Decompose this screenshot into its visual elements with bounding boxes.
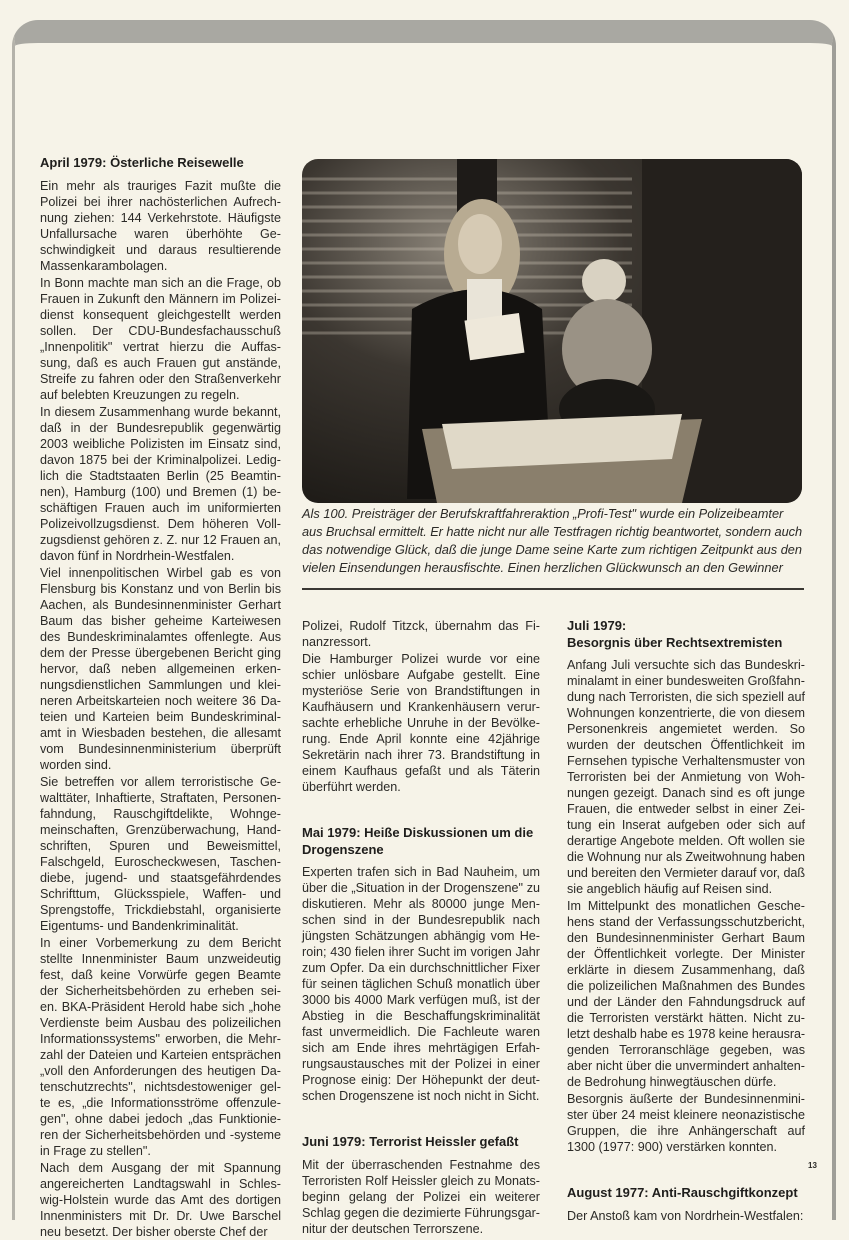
caption-line: vielen Einsendungen herausfischte. Einen herzlichen Glückwunsch an den Gewinner bbox=[302, 560, 783, 575]
text-line: Informationssystems" erworben, die Mehr- bbox=[40, 1031, 281, 1046]
text-line: einem Kaufhaus gefaßt und als Täterin bbox=[302, 764, 540, 778]
text-line: minalamt in einer bundesweiten Großfahn- bbox=[567, 674, 805, 688]
text-line: nitur der deutschen Terrorszene. bbox=[302, 1221, 484, 1236]
text-line: schen sind in der Bundesrepublik nach bbox=[302, 913, 540, 927]
text-line: Kaufhäusern und Krankenhäusern verur- bbox=[302, 700, 540, 714]
text-line: nen), Hamburg (100) und Bremen (1) be- bbox=[40, 484, 281, 499]
text-line: meinschaften, Grenzüberwachung, Hand- bbox=[40, 822, 281, 837]
text-line: davon 1875 bei der Kriminalpolizei. Ledig- bbox=[40, 452, 281, 467]
text-line: Aachen, als Bundesinnenminister Gerhart bbox=[40, 597, 281, 612]
text-line: sich am Ende ihres mehrtägigen Erfah- bbox=[302, 1041, 540, 1055]
text-line: diebe, jugend- und staatsgefährdendes bbox=[40, 870, 281, 885]
text-line: zugsdienst gehören z. Z. nur 12 Frauen an, bbox=[40, 532, 281, 547]
text-line: davon fünf in Nordrhein-Westfalen. bbox=[40, 548, 235, 563]
text-line: mysteriöse Serie von Brandstiftungen in bbox=[302, 684, 540, 698]
text-line: und der Länder den Fahndungsdruck auf bbox=[567, 995, 805, 1009]
text-line: schäftigen Frauen auch im uniformierten bbox=[40, 500, 281, 515]
paragraph bbox=[567, 1208, 805, 1224]
paragraph bbox=[40, 774, 281, 934]
text-line: In einer Vorbemerkung zu dem Bericht bbox=[40, 935, 281, 950]
caption-line: das notwendige Glück, daß die junge Dame seine Karte zum richtigen Zeitpunkt aus den bbox=[302, 542, 802, 557]
text-line: walttäter, Inhaftierte, Straftaten, Personen- bbox=[40, 790, 281, 805]
text-line: Flensburg bis Konstanz und von Berlin bis bbox=[40, 581, 281, 596]
text-line: diskutieren. Mehr als 80000 junge Men- bbox=[302, 897, 540, 911]
text-line: fahndung, Rauschgiftdelikte, Wohnge- bbox=[40, 806, 281, 821]
text-line: Personenkreis angemietet werden. So bbox=[567, 722, 805, 736]
text-line: Polizei bei ihrer nachösterlichen Aufrech- bbox=[40, 194, 281, 209]
right-column bbox=[567, 618, 805, 1224]
text-line: zum Opfer. Da ein durchschnittlicher Fixer bbox=[302, 961, 540, 975]
text-line: Mit der überraschenden Festnahme des bbox=[302, 1157, 540, 1172]
text-line: jüngsten Schätzungen abhängig vom He- bbox=[302, 929, 540, 943]
text-line: Sie betreffen vor allem terroristische Ge- bbox=[40, 774, 281, 789]
text-line: dung nach Terroristen, die sich speziell auf bbox=[567, 690, 805, 704]
text-line: Frauen in Zukunft den Männern im Polizei- bbox=[40, 291, 281, 306]
text-line: über die „Situation in der Drogenszene" zu bbox=[302, 881, 540, 895]
text-line: dienst konsequent gleichgestellt werden bbox=[40, 307, 281, 322]
text-line: die Wohnung nur als Zweitwohnung haben bbox=[567, 850, 805, 864]
text-line: wurden der deutschen Öffentlichkeit im bbox=[567, 738, 805, 752]
text-line: nungen gezeigt. Danach sind es oft junge bbox=[567, 786, 805, 800]
text-line: lich die Stadtstaaten Berlin (25 Beamtin- bbox=[40, 468, 281, 483]
text-line: schriften, Spuren und Beweismittel, bbox=[40, 838, 281, 853]
text-line: Experten trafen sich in Bad Nauheim, um bbox=[302, 865, 540, 879]
paragraph bbox=[567, 1091, 805, 1155]
text-line: Falschgeld, Euroscheckwesen, Taschen- bbox=[40, 854, 281, 869]
paragraph bbox=[40, 935, 281, 1159]
text-line: die Terroristen verstärkt hätten. Nicht zu- bbox=[567, 1011, 805, 1025]
text-line: amt in Wiesbaden bestehen, die allesamt bbox=[40, 725, 281, 740]
text-line: schwindigkeit und daraus resultierende bbox=[40, 242, 281, 257]
paragraph bbox=[302, 651, 540, 795]
text-line: Der Anstoß kam von Nordrhein-Westfalen: bbox=[567, 1208, 804, 1223]
text-line: tenschutzrechts", nichtsdestoweniger gel- bbox=[40, 1079, 281, 1094]
text-line: nanzressort. bbox=[302, 635, 372, 649]
heading-line: Drogenszene bbox=[302, 841, 384, 857]
paragraph bbox=[567, 898, 805, 1090]
heading-line: Juli 1979: bbox=[567, 618, 627, 633]
text-line: sachte erhebliche Unruhe in der Bevölke- bbox=[302, 716, 540, 730]
text-line: hens stand der Verfassungsschutzbericht, bbox=[567, 915, 805, 929]
text-line: ster über 24 meist kleinere neonazistische bbox=[567, 1108, 805, 1122]
text-line: in Frage zu stellen". bbox=[40, 1143, 151, 1158]
text-line: wig-Holstein wurde das Amt des dortigen bbox=[40, 1192, 281, 1207]
left-column bbox=[40, 155, 281, 1240]
text-line: „Innenpolitik" vertrat hierzu die Auffas- bbox=[40, 339, 281, 354]
text-line: Sprengstoffe, Trickdiebstahl, organisierte bbox=[40, 902, 281, 917]
text-line: In Bonn machte man sich an die Frage, ob bbox=[40, 275, 281, 290]
text-line: Streife zu fahren oder den Straßenverkehr bbox=[40, 371, 281, 386]
heading-line: April 1979: Österliche Reisewelle bbox=[40, 155, 244, 170]
text-line: sollen. Der CDU-Bundesfachausschuß bbox=[40, 323, 281, 338]
text-line: sung, daß es auch Frauen gut anstände, bbox=[40, 355, 281, 370]
text-line: Innenministers mit Dr. Dr. Uwe Barschel bbox=[40, 1208, 281, 1223]
section-heading bbox=[567, 618, 805, 651]
paragraph bbox=[40, 275, 281, 403]
paragraph bbox=[302, 864, 540, 1104]
text-line: teien und Karteien beim Bundeskriminal- bbox=[40, 709, 281, 724]
text-line: „voll den Anforderungen des heutigen Da- bbox=[40, 1063, 281, 1078]
text-line: der Sicherheitsbehörden zu erheben sei- bbox=[40, 983, 281, 998]
text-line: Polizeivollzugsdienst. Dem höheren Voll- bbox=[40, 516, 281, 531]
text-line: Gruppen, die ihre Anhängerschaft auf bbox=[567, 1124, 805, 1138]
text-line: Massenkarambolagen. bbox=[40, 258, 168, 273]
text-line: dem der Presse übergebenen Bericht ging bbox=[40, 645, 281, 660]
text-line: Schrifttum, Glücksspiele, Waffen- und bbox=[40, 886, 281, 901]
text-line: überführt werden. bbox=[302, 780, 401, 794]
text-line: en. BKA-Präsident Herold habe sich „hohe bbox=[40, 999, 281, 1014]
paragraph bbox=[40, 404, 281, 564]
text-line: für seinen täglichen Schuß monatlich über bbox=[302, 977, 540, 991]
text-line: rungsaustausches mit der Polizei in einer bbox=[302, 1057, 540, 1071]
paragraph bbox=[567, 657, 805, 897]
text-line: te es, „die Informationsströme offenzule- bbox=[40, 1095, 281, 1110]
text-line: Terroristen bei der Anmietung von Woh- bbox=[567, 770, 805, 784]
text-line: nung ziehen: 144 Verkehrstote. Häufigste bbox=[40, 210, 281, 225]
paragraph bbox=[40, 178, 281, 274]
text-line: 2003 weibliche Polizisten im Einsatz sind, bbox=[40, 436, 281, 451]
photo-caption bbox=[302, 505, 802, 577]
text-line: Frauen, die entweder selbst in einer Zei- bbox=[567, 802, 805, 816]
text-line: vom Bundesinnenministerium überprüft bbox=[40, 741, 281, 756]
text-line: Anfang Juli versuchte sich das Bundeskri- bbox=[567, 658, 805, 672]
text-line: fast unvermeidlich. Die Fachleute waren bbox=[302, 1025, 540, 1039]
section-heading bbox=[302, 1134, 540, 1151]
text-line: hervor, daß neben allgemeinen erken- bbox=[40, 661, 281, 676]
heading-line: Mai 1979: Heiße Diskussionen um die bbox=[302, 825, 534, 840]
text-line: erklärte in diesem Zusammenhang, daß bbox=[567, 963, 805, 977]
text-line: Ein mehr als trauriges Fazit mußte die bbox=[40, 178, 281, 193]
text-line: schier unlösbare Aufgabe gestellt. Eine bbox=[302, 668, 540, 682]
text-line: Abstieg in die Beschaffungskriminalität bbox=[302, 1009, 540, 1023]
text-line: Die Hamburger Polizei wurde vor eine bbox=[302, 652, 540, 666]
text-line: derartige Angebote melden. Oft wollen sie bbox=[567, 834, 805, 848]
text-line: auf belebten Kreuzungen zu regeln. bbox=[40, 387, 240, 402]
caption-divider bbox=[302, 588, 804, 590]
text-line: und bereiten den Vermieter darauf vor, daß bbox=[567, 866, 805, 880]
text-line: nungsdienstlichen Sammlungen und klei- bbox=[40, 677, 281, 692]
text-line: tung ein Inserat aufgeben oder sich auf bbox=[567, 818, 805, 832]
text-line: Unfallursache waren überhöhte Ge- bbox=[40, 226, 281, 241]
text-line: de Bedrohung hinwegtäuschen dürfe. bbox=[567, 1075, 777, 1089]
text-line: Schlag gegen die dezimierte Führungsgar- bbox=[302, 1205, 540, 1220]
text-line: Im Mittelpunkt des monatlichen Gesche- bbox=[567, 899, 805, 913]
text-line: zahl der Dateien und Karteien entsprächen bbox=[40, 1047, 281, 1062]
section-heading bbox=[302, 825, 540, 858]
text-line: Eigentums- und Bandenkriminalität. bbox=[40, 918, 239, 933]
middle-column bbox=[302, 618, 540, 1237]
text-line: Verdienste beim Ausbau des polizeilichen bbox=[40, 1015, 281, 1030]
text-line: den Bundesinnenminister Gerhart Baum bbox=[567, 931, 805, 945]
text-line: schen Drogenszene ist noch nicht in Sicht. bbox=[302, 1089, 540, 1103]
caption-line: aus Bruchsal ermittelt. Er hatte nicht nur alle Testfragen richtig beantwortet, sondern auch bbox=[302, 524, 802, 539]
photo bbox=[302, 159, 802, 503]
text-line: die polizeilichen Maßnahmen des Bundes bbox=[567, 979, 805, 993]
text-line: ren der Sicherheitsbehörden und -systeme bbox=[40, 1127, 281, 1142]
caption-line: Als 100. Preisträger der Berufskraftfahreraktion „Profi-Test" wurde ein Polizeibeamter bbox=[302, 506, 784, 521]
page-number: 13 bbox=[808, 1161, 817, 1170]
text-line: Nach dem Ausgang der mit Spannung bbox=[40, 1160, 281, 1175]
text-line: Prognose einig: Der Höhepunkt der deut- bbox=[302, 1073, 540, 1087]
text-line: Baum das bisher geheime Karteiwesen bbox=[40, 613, 281, 628]
text-line: angereicherten Landtagswahl in Schles- bbox=[40, 1176, 281, 1191]
text-line: 3000 bis 4000 Mark verfügen muß, ist der bbox=[302, 993, 540, 1007]
paragraph bbox=[40, 565, 281, 773]
text-line: beginn gelang der Polizei ein weiterer bbox=[302, 1189, 540, 1204]
text-line: roin; 430 fielen ihrer Sucht im vorigen Jahr bbox=[302, 945, 540, 959]
text-line: genden Terroranschläge gegeben, was bbox=[567, 1043, 805, 1057]
text-line: In diesem Zusammenhang wurde bekannt, bbox=[40, 404, 281, 419]
photo-illustration bbox=[302, 159, 802, 503]
section-heading bbox=[567, 1185, 805, 1202]
text-line: der Öffentlichkeit vorlegte. Der Minister bbox=[567, 947, 805, 961]
text-line: Terroristen Rolf Heissler gleich zu Monats- bbox=[302, 1173, 540, 1188]
heading-line: August 1977: Anti-Rauschgiftkonzept bbox=[567, 1185, 798, 1200]
text-line: aber nicht über die unvermindert anhalten- bbox=[567, 1059, 805, 1073]
text-line: daß in der Bundesrepublik gegenwärtig bbox=[40, 420, 281, 435]
text-line: neu besetzt. Der bisher oberste Chef der bbox=[40, 1224, 268, 1239]
heading-line: Juni 1979: Terrorist Heissler gefaßt bbox=[302, 1134, 519, 1149]
text-line: Besorgnis äußerte der Bundesinnenmini- bbox=[567, 1092, 805, 1106]
text-line: neren Arbeitskarteien noch weitere 36 Da- bbox=[40, 693, 281, 708]
text-line: Polizei, Rudolf Titzck, übernahm das Fi- bbox=[302, 619, 540, 633]
text-line: fest, daß keine Vorwürfe gegen Beamte bbox=[40, 967, 281, 982]
text-line: Wohnungen konzentrierte, die von diesem bbox=[567, 706, 805, 720]
text-line: Fernsehen typische Verhaltensmuster von bbox=[567, 754, 805, 768]
text-line: letzt deshalb habe es 1978 keine herausra- bbox=[567, 1027, 805, 1041]
text-line: gen", ohne dabei jedoch „das Funktionie- bbox=[40, 1111, 281, 1126]
text-line: Sekretärin nach ihrer 73. Brandstiftung in bbox=[302, 748, 540, 762]
paragraph bbox=[302, 1157, 540, 1237]
text-line: sie angeblich häufig auf Reisen sind. bbox=[567, 882, 773, 896]
section-heading bbox=[40, 155, 281, 172]
paragraph bbox=[302, 618, 540, 650]
text-line: 1300 (1977: 900) verstärken konnten. bbox=[567, 1140, 778, 1154]
heading-line: Besorgnis über Rechtsextremisten bbox=[567, 634, 783, 650]
text-line: des Bundeskriminalamtes offenlegte. Aus bbox=[40, 629, 281, 644]
text-line: stellte Innenminister Baum unzweideutig bbox=[40, 951, 281, 966]
text-line: Viel innenpolitischen Wirbel gab es von bbox=[40, 565, 281, 580]
text-line: worden sind. bbox=[40, 757, 112, 772]
text-line: rung. Ende April konnte eine 42jährige bbox=[302, 732, 540, 746]
